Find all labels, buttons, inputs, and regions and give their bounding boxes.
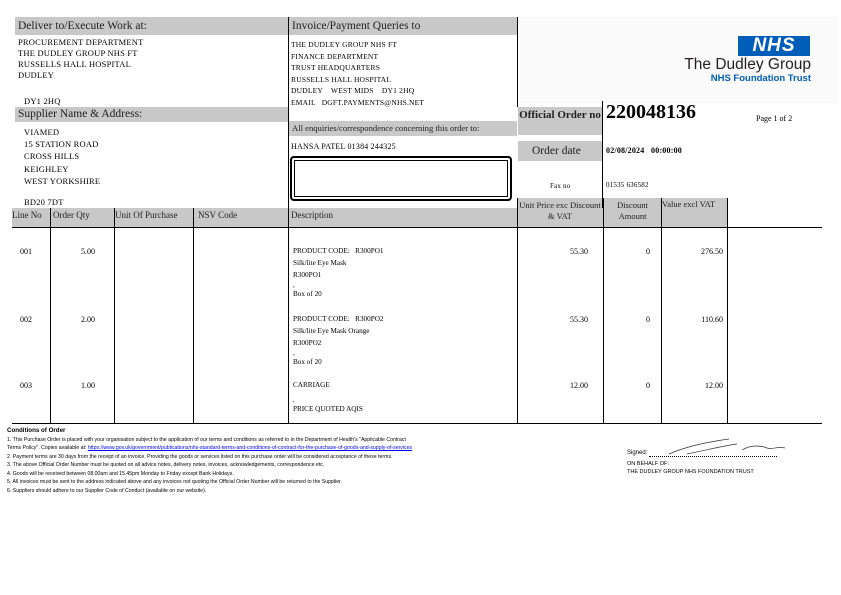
col-header-description: Description	[291, 210, 491, 220]
deliver-postcode: DY1 2HQ	[24, 96, 61, 106]
trust-label: THE DUDLEY GROUP NHS FOUNDATION TRUST	[627, 469, 754, 475]
nhs-logo	[520, 17, 838, 103]
description-line: Box of 20	[293, 358, 322, 367]
supplier-postcode: BD20 7DT	[24, 197, 64, 207]
conditions	[7, 427, 617, 495]
supplier-line: CROSS HILLS	[24, 151, 80, 162]
description-line: ,	[293, 349, 295, 358]
description-line: ,	[293, 281, 295, 290]
line-no: 002	[20, 315, 32, 324]
description-line: Silk/lite Eye Mask Orange	[293, 326, 370, 335]
col-header-line-no: Line No	[12, 210, 50, 220]
unit-price: 55.30	[570, 315, 588, 324]
description-line: PRODUCT CODE: R300PO2	[293, 315, 384, 323]
col-header-discount: Discount Amount	[604, 198, 661, 227]
condition-item: 2. Payment terms are 30 days from the receipt of an invoice. Providing the goods or services listed on this purchase order will be considered acceptance of these terms.	[7, 453, 393, 460]
deliver-line: PROCUREMENT DEPARTMENT	[18, 37, 144, 47]
invoice-header: Invoice/Payment Queries to	[289, 17, 517, 35]
condition-text: Terms Policy". Copies available at:	[7, 445, 87, 451]
col-header-nsv-code: NSV Code	[198, 210, 278, 220]
supplier-header: Supplier Name & Address:	[15, 107, 288, 122]
fax-value: 01535 636582	[606, 181, 649, 189]
unit-price: 55.30	[570, 247, 588, 256]
deliver-line: RUSSELLS HALL HOSPITAL	[18, 59, 131, 69]
value: 12.00	[705, 381, 723, 390]
deliver-header: Deliver to/Execute Work at:	[15, 17, 288, 35]
signature-scribble	[667, 436, 787, 458]
col-header-unit-of-purchase: Unit Of Purchase	[115, 210, 191, 220]
line-no: 003	[20, 381, 32, 390]
condition-item: 5. All invoices must be sent to the address indicated above and any invoices not quoting the Official Order Number will be returned to the Supplier.	[7, 479, 342, 485]
terms-link[interactable]: https://www.gov.uk/government/publications/nhs-standard-terms-and-conditions-of-contract-for-the-purchase-of-goods-and-supply-of-services	[87, 445, 413, 451]
unit-price: 12.00	[570, 381, 588, 390]
condition-item: 3. The above Official Order Number must be quoted on all advice notes, delivery notes, invoices, acknowledgements, correspondence etc.	[7, 462, 325, 468]
description-line: ,	[293, 395, 295, 404]
behalf-label: ON BEHALF OF:	[627, 461, 669, 467]
invoice-line: RUSSELLS HALL HOSPITAL	[291, 74, 392, 84]
col-header-unit-price: Unit Price exc Discount & VAT	[518, 198, 602, 227]
discount: 0	[646, 315, 650, 324]
invoice-line: EMAIL DGFT.PAYMENTS@NHS.NET	[291, 97, 425, 107]
supplier-line: WEST YORKSHIRE	[24, 175, 101, 186]
nhs-badge: NHS	[738, 36, 810, 56]
order-qty: 1.00	[81, 381, 95, 390]
supplier-address	[24, 126, 284, 187]
description	[293, 246, 513, 301]
deliver-line: DUDLEY	[18, 70, 55, 80]
value: 110.60	[701, 315, 723, 324]
order-qty: 2.00	[81, 315, 95, 324]
description-line: CARRIAGE	[293, 381, 330, 389]
supplier-line: 15 STATION ROAD	[24, 139, 99, 150]
order-qty: 5.00	[81, 247, 95, 256]
description	[293, 314, 513, 369]
condition-item: 6. Suppliers should adhere to our Supplier Code of Conduct (available on our website).	[7, 487, 207, 494]
official-order-label: Official Order no	[518, 107, 602, 135]
discount: 0	[646, 247, 650, 256]
description-line: Silk/lite Eye Mask	[293, 258, 347, 267]
value: 276.50	[701, 247, 723, 256]
invoice-line: FINANCE DEPARTMENT	[291, 51, 379, 61]
invoice-line: DUDLEY WEST MIDS DY1 2HQ	[291, 86, 415, 96]
conditions-title: Conditions of Order	[7, 427, 66, 434]
condition-item	[7, 444, 617, 453]
enquiries-contact: HANSA PATEL 01384 244325	[291, 142, 396, 151]
description-line: PRICE QUOTED AQIS	[293, 404, 363, 413]
order-date-label: Order date	[518, 141, 602, 161]
trust-subtitle: NHS Foundation Trust	[710, 73, 811, 84]
signed-label: Signed:	[627, 450, 648, 456]
invoice-address	[291, 39, 517, 109]
deliver-line: THE DUDLEY GROUP NHS FT	[18, 48, 138, 58]
invoice-line: THE DUDLEY GROUP NHS FT	[291, 40, 398, 49]
enquiries-header: All enquiries/correspondence concerning this order to:	[289, 121, 517, 136]
col-header-order-qty: Order Qty	[53, 210, 113, 220]
supplier-line: VIAMED	[24, 127, 60, 137]
discount: 0	[646, 381, 650, 390]
order-number: 220048136	[606, 101, 696, 123]
supplier-line: KEIGHLEY	[24, 163, 69, 174]
fax-label: Fax no	[550, 182, 571, 190]
condition-item: 1. This Purchase Order is placed with your organisation subject to the application of our terms and conditions as referred to in the Department of Health's "Applicable Contract	[7, 436, 406, 443]
trust-name: The Dudley Group	[684, 56, 811, 73]
invoice-line: TRUST HEADQUARTERS	[291, 63, 381, 73]
description-line: R300PO1	[293, 270, 322, 279]
description-line: Box of 20	[293, 290, 322, 299]
condition-item: 4. Goods will be received between 08.00am and 15.45pm Monday to Friday except Bank Holidays.	[7, 470, 234, 477]
description-line: R300PO2	[293, 338, 322, 347]
notes-box	[290, 156, 512, 201]
line-no: 001	[20, 247, 32, 256]
order-date-value: 02/08/2024 00:00:00	[606, 146, 682, 155]
description-line: PRODUCT CODE: R300PO1	[293, 247, 384, 255]
deliver-address	[18, 37, 286, 81]
col-header-value: Value excl VAT	[662, 198, 727, 227]
description	[293, 380, 513, 416]
page-indicator: Page 1 of 2	[756, 114, 793, 123]
